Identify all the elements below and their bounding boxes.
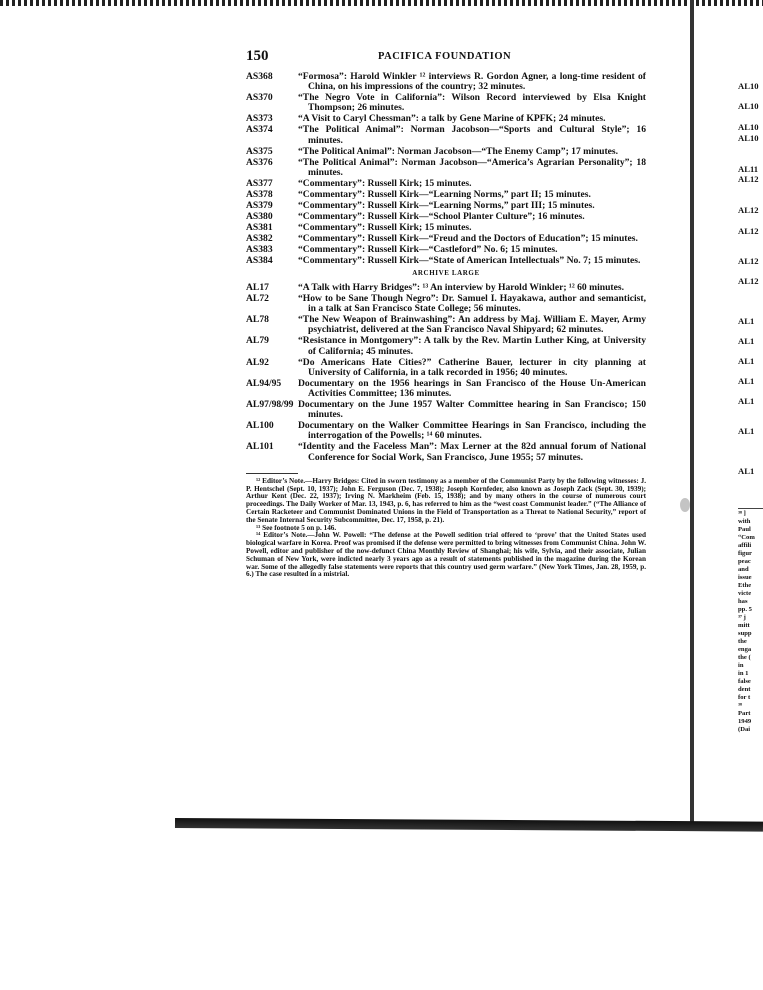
page-header — [246, 48, 646, 68]
right-page-footnote-fragment: with — [738, 518, 751, 525]
entry-text: “Formosa”: Harold Winkler ¹² interviews R. Gordon Agner, a long-time resident of China, on his impressions of the country; 32 minutes. — [298, 71, 646, 93]
right-page-code: AL12 — [738, 276, 759, 286]
catalog-entry — [246, 256, 646, 266]
right-page-footnote-fragment: and — [738, 566, 749, 573]
right-page-footnote-fragment: 1949 — [738, 718, 752, 725]
right-page-footnote-fragment: false — [738, 678, 751, 685]
right-page-code: AL12 — [738, 174, 759, 184]
entry-code: AL94/95 — [246, 377, 282, 389]
entry-code: AS370 — [246, 92, 273, 104]
entry-code: AS384 — [246, 254, 273, 266]
entry-text: Documentary on the 1956 hearings in San Francisco of the House Un-American Activities Committee; 136 minutes. — [298, 377, 646, 400]
scan-bottom-edge — [175, 818, 763, 832]
catalog-entry — [246, 93, 646, 113]
entry-code: AL17 — [246, 282, 269, 294]
section-heading: ARCHIVE LARGE — [412, 269, 480, 278]
catalog-entry — [246, 190, 646, 200]
catalog-entry — [246, 147, 646, 157]
catalog-entry — [246, 400, 646, 420]
entry-text: “Do Americans Hate Cities?” Catherine Bauer, lecturer in city planning at University of California, in a talk recorded in 1956; 40 minutes. — [298, 356, 646, 378]
right-page-footnote-fragment: victe — [738, 590, 752, 597]
right-page-code: AL1 — [738, 426, 755, 436]
right-page-footnote-fragment: affili — [738, 542, 752, 549]
book-gutter — [690, 0, 694, 830]
entry-code: AL92 — [246, 356, 269, 368]
entry-code: AS379 — [246, 199, 273, 211]
right-page-code: AL1 — [738, 356, 755, 366]
entry-code: AS380 — [246, 210, 273, 222]
right-page-footnote-fragment: ³⁸ ] — [738, 510, 746, 517]
right-page-code: AL12 — [738, 256, 759, 266]
right-page-footnote-fragment: pp. 5 — [738, 606, 752, 613]
entry-code: AL101 — [246, 441, 274, 453]
entry-text: “Commentary”: Russell Kirk—“School Planter Culture”; 16 minutes. — [298, 210, 585, 222]
entry-text: Documentary on the June 1957 Walter Committee hearing in San Francisco; 150 minutes. — [298, 399, 646, 421]
right-page-footnote-fragment: Paul — [738, 526, 751, 533]
running-title: PACIFICA FOUNDATION — [378, 51, 512, 62]
catalog-entry — [246, 234, 646, 244]
entry-code: AS368 — [246, 71, 273, 82]
right-page-fragment — [738, 0, 763, 800]
right-page-code: AL1 — [738, 376, 755, 386]
entry-code: AS382 — [246, 232, 273, 244]
entry-text: “The New Weapon of Brainwashing”: An address by Maj. William E. Mayer, Army psychiatrist, delivered at the San Francisco Naval Shipyard; 62 minutes. — [298, 314, 646, 336]
entry-list-archive-small — [246, 72, 646, 266]
entry-text: “The Political Animal”: Norman Jacobson—“America’s Agrarian Personality”; 18 minutes. — [298, 156, 646, 178]
entry-text: “Commentary”: Russell Kirk—“State of American Intellectuals” No. 7; 15 minutes. — [298, 254, 641, 266]
right-page-footnote-fragment: ³⁸ — [738, 702, 742, 709]
catalog-entry — [246, 158, 646, 178]
entry-code: AS373 — [246, 113, 273, 125]
entry-text: “Commentary”: Russell Kirk—“Castleford” No. 6; 15 minutes. — [298, 243, 558, 255]
right-page-code: AL12 — [738, 205, 759, 215]
scan-top-edge — [0, 0, 763, 6]
right-page-footnote-fragment: peac — [738, 558, 751, 565]
right-page-code: AL10 — [738, 81, 759, 91]
right-page-footnote-fragment: the — [738, 638, 747, 645]
entry-text: “The Political Animal”: Norman Jacobson—“Sports and Cultural Style”; 16 minutes. — [298, 124, 646, 146]
right-page-footnote-fragment: (Dai — [738, 726, 751, 733]
entry-code: AS383 — [246, 243, 273, 255]
right-page-code: AL10 — [738, 101, 759, 111]
catalog-entry — [246, 294, 646, 314]
entry-text: “How to be Sane Though Negro”: Dr. Samuel I. Hayakawa, author and semanticist, in a talk at San Francisco State College; 56 minutes. — [298, 293, 646, 315]
entry-text: Documentary on the Walker Committee Hearings in San Francisco, including the interrogation of the Powells; ¹⁴ 60 minutes. — [298, 420, 646, 442]
right-page-code: AL10 — [738, 122, 759, 132]
right-page-footnote-fragment: enga — [738, 646, 752, 653]
entry-text: “Identity and the Faceless Man”: Max Lerner at the 82d annual forum of National Conference for Social Work, San Francisco, June 1955; 57 minutes. — [298, 441, 646, 463]
entry-text: “Commentary”: Russell Kirk—“Learning Norms,” part II; 15 minutes. — [298, 188, 591, 200]
right-page-footnote-fragment: mitt — [738, 622, 750, 629]
catalog-entry — [246, 421, 646, 441]
catalog-entry — [246, 201, 646, 211]
right-page-footnote-fragment: issue — [738, 574, 752, 581]
catalog-entry — [246, 245, 646, 255]
entry-text: “Commentary”: Russell Kirk—“Learning Norms,” part III; 15 minutes. — [298, 199, 595, 211]
right-page-footnote-fragment: figur — [738, 550, 752, 557]
entry-text: “The Political Animal”: Norman Jacobson—“The Enemy Camp”; 17 minutes. — [298, 145, 619, 157]
catalog-entry — [246, 125, 646, 145]
entry-list-archive-large — [246, 283, 646, 463]
right-page-code: AL11 — [738, 164, 759, 174]
footnotes — [246, 478, 646, 579]
entry-code: AL72 — [246, 293, 269, 305]
entry-text: “A Visit to Caryl Chessman”: a talk by Gene Marine of KPFK; 24 minutes. — [298, 113, 606, 125]
entry-code: AL100 — [246, 420, 274, 432]
right-page-code: AL1 — [738, 466, 755, 476]
catalog-entry — [246, 72, 646, 92]
catalog-entry — [246, 315, 646, 335]
right-page-footnote-fragment: in 1 — [738, 670, 749, 677]
left-page — [246, 48, 646, 579]
right-page-code: AL1 — [738, 396, 755, 406]
entry-text: “Commentary”: Russell Kirk; 15 minutes. — [298, 177, 472, 189]
right-page-footnote-fragment: the ( — [738, 654, 751, 661]
catalog-entry — [246, 442, 646, 462]
right-page-footnote-fragment: dent — [738, 686, 751, 693]
right-page-footnote-fragment: Part — [738, 710, 751, 717]
footnote: ¹³ See footnote 5 on p. 146. — [256, 523, 337, 532]
entry-code: AS376 — [246, 156, 273, 168]
catalog-entry — [246, 358, 646, 378]
page-number: 150 — [246, 48, 269, 64]
catalog-entry — [246, 336, 646, 356]
entry-code: AL97/98/99 — [246, 399, 294, 411]
entry-text: “A Talk with Harry Bridges”: ¹³ An interview by Harold Winkler; ¹² 60 minutes. — [298, 282, 624, 294]
right-page-code: AL1 — [738, 336, 755, 346]
entry-code: AS374 — [246, 124, 273, 136]
catalog-entry — [246, 179, 646, 189]
right-page-code: AL1 — [738, 316, 755, 326]
entry-code: AS378 — [246, 188, 273, 200]
right-page-code: AL10 — [738, 133, 759, 143]
entry-code: AS381 — [246, 221, 273, 233]
entry-code: AS375 — [246, 145, 273, 157]
catalog-entry — [246, 114, 646, 124]
catalog-entry — [246, 212, 646, 222]
footnote-rule — [246, 473, 298, 474]
right-footnote-rule — [738, 508, 763, 509]
right-page-footnote-fragment: “Com — [738, 534, 755, 541]
right-page-footnote-fragment: ³⁷ j — [738, 614, 746, 621]
entry-text: “The Negro Vote in California”: Wilson Record interviewed by Elsa Knight Thompson; 26 minutes. — [298, 92, 646, 114]
entry-text: “Resistance in Montgomery”: A talk by the Rev. Martin Luther King, at University of California; 45 minutes. — [298, 335, 646, 357]
footnote: ¹² Editor’s Note.—Harry Bridges: Cited in sworn testimony as a member of the Communist Party by the following witnesses: J. P. Hentschel (Sept. 10, 1937); John E. Ferguson (Dec. 7, 1938); Joseph Kornfeder, also known as Joseph Zack (Sept. 30, 1939); Arthur Kent (Dec. 22, 1937); Irving N. Markheim (Feb. 15, 1938); and by many others in the course of numerous court proceedings. The Daily Worker of Mar. 13, 1943, p. 6, has referred to him as the “west coast Communist leader.” (“The Alliance of Certain Racketeer and Communist Dominated Unions in the Field of Transportation as a Threat to National Security,” report of the Senate Internal Security Subcommittee, Dec. 17, 1958, p. 21). — [246, 476, 646, 524]
right-page-code: AL12 — [738, 226, 759, 236]
entry-code: AL78 — [246, 314, 269, 326]
catalog-entry — [246, 223, 646, 233]
catalog-entry — [246, 283, 646, 293]
entry-code: AL79 — [246, 335, 269, 347]
right-page-footnote-fragment: has — [738, 598, 748, 605]
right-page-footnote-fragment: Ethe — [738, 582, 752, 589]
scan-speck — [680, 498, 690, 512]
right-page-footnote-fragment: for t — [738, 694, 751, 701]
footnote: ¹⁴ Editor’s Note.—John W. Powell: “The defense at the Powell sedition trial offered to ‘prove’ that the United States used biological warfare in Korea. Proof was promised if the defense were permitted to bring witnesses from Communist China. John W. Powell, editor and publisher of the now-defunct China Monthly Review of Shanghai; his wife, Sylvia, and their associate, Julian Schuman of New York, were indicted nearly 3 years ago as a result of statements published in the magazine during the Korean war. Some of the allegedly false statements were reports that this country used germ warfare.” (New York Times, Jan. 28, 1959, p. 6.) The case resulted in a mistrial. — [246, 531, 646, 579]
right-page-footnote-fragment: in — [738, 662, 744, 669]
entry-text: “Commentary”: Russell Kirk—“Freud and the Doctors of Education”; 15 minutes. — [298, 232, 638, 244]
entry-code: AS377 — [246, 177, 273, 189]
entry-text: “Commentary”: Russell Kirk; 15 minutes. — [298, 221, 472, 233]
catalog-entry — [246, 379, 646, 399]
right-page-footnote-fragment: supp — [738, 630, 752, 637]
